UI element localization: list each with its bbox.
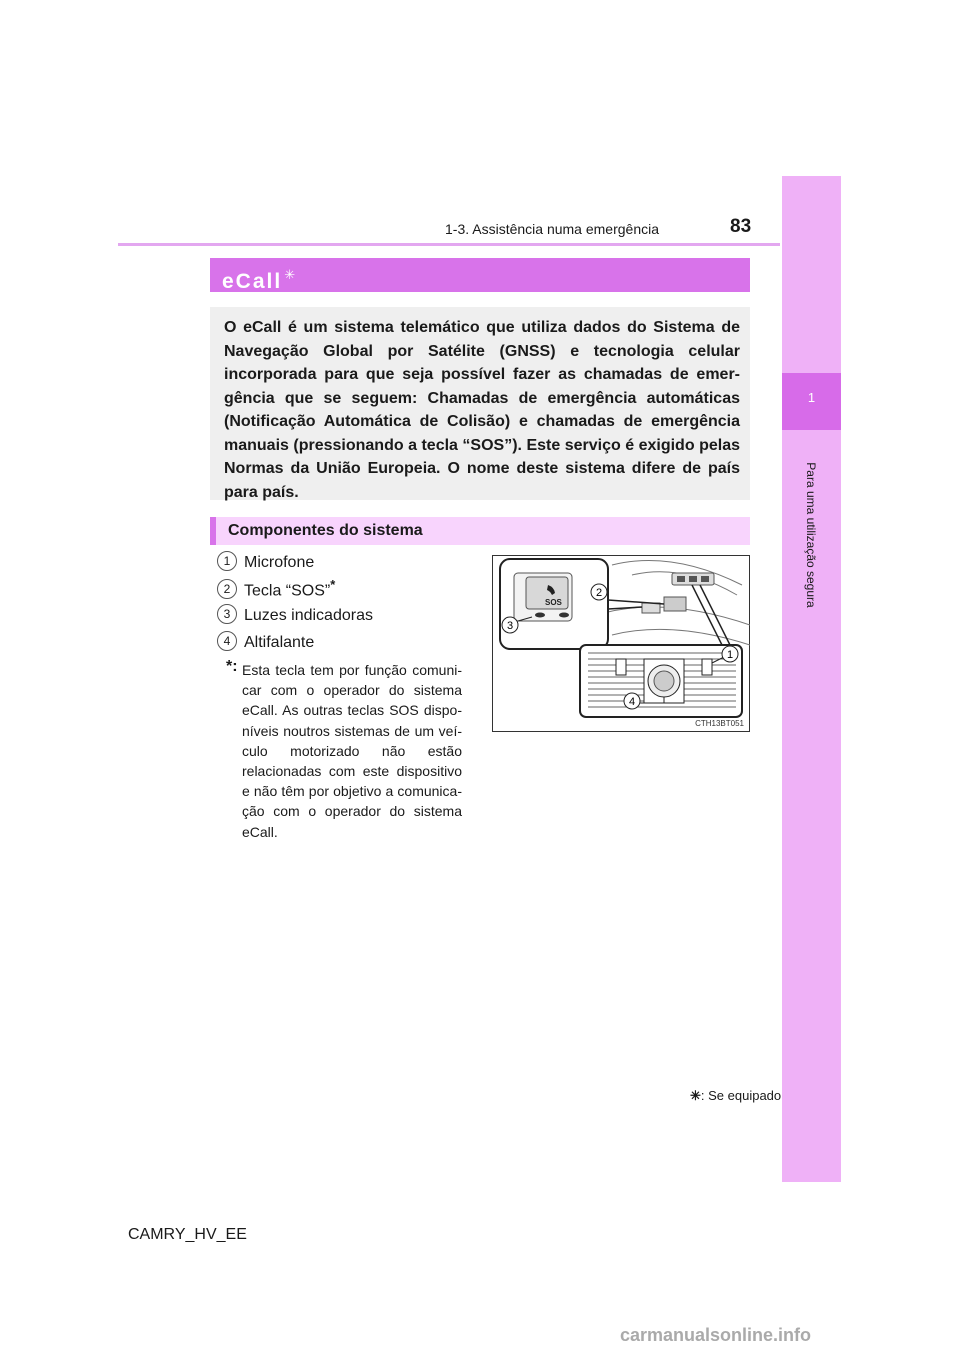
equipped-note: [690, 1088, 781, 1104]
item-label: Tecla “SOS”: [244, 582, 331, 600]
item-label: Altifalante: [244, 634, 315, 651]
figure-code: CTH13BT051: [695, 719, 744, 728]
optional-equipment-mark: ✳: [284, 267, 298, 282]
item-number: 1: [217, 551, 237, 571]
equipped-text: : Se equipado: [700, 1088, 782, 1103]
callout-3: 3: [506, 620, 514, 632]
watermark: carmanualsonline.info: [620, 1325, 812, 1345]
sos-button-label: SOS: [545, 598, 562, 607]
intro-text: O eCall é um sistema telemático que utiliza dados do Sistema de Navegação Global por Satélite (GNSS) e tecnologia celular incorporada para que seja possível fazer as chamadas de emer-gência que se seguem: Chamadas de emergência automáticas (Notificação Automática de Colisão) e chamadas de emergência manuais (pressionando a tecla “SOS”). Este serviço é exigido pelas Normas da União Europeia. O nome deste sistema difere de país para país.: [224, 319, 740, 501]
document-id: CAMRY_HV_EE: [128, 1226, 247, 1243]
chapter-header: 1-3. Assistência numa emergência: [445, 221, 659, 237]
callout-2: 2: [595, 587, 603, 599]
footnote-text: Esta tecla tem por função comuni-car com o operador do sistema eCall. As outras teclas SOS dispo-níveis noutros sistemas de um veí-culo motorizado não estão relacionadas com este dispositivo e não têm por objetivo a comunica-ção com o operador do sistema eCall.: [242, 662, 462, 840]
footnote-star: *:: [226, 658, 238, 675]
section-title-text: eCall: [222, 270, 283, 293]
callout-1: 1: [726, 649, 734, 661]
component-item-1: [217, 551, 314, 572]
item-label: Microfone: [244, 554, 315, 571]
component-item-2: [217, 577, 335, 600]
components-header: Componentes do sistema: [210, 517, 750, 545]
item-number: 3: [217, 604, 237, 624]
side-tab-number: 1: [807, 390, 816, 405]
intro-box: [210, 307, 750, 500]
equipped-mark: ✳: [690, 1088, 701, 1103]
ecall-components-figure: [492, 555, 750, 732]
item-number: 4: [217, 631, 237, 651]
component-item-3: [217, 604, 373, 625]
header-rule: [118, 243, 780, 246]
component-item-4: [217, 631, 314, 652]
section-title: [210, 258, 750, 292]
item-number: 2: [217, 579, 237, 599]
side-tab: [782, 176, 841, 1182]
item-label: Luzes indicadoras: [244, 607, 373, 624]
side-tab-label: Para uma utilização segura: [804, 462, 818, 608]
footnote-mark: *: [330, 577, 336, 592]
callout-4: 4: [628, 696, 636, 708]
page-number: 83: [730, 216, 752, 237]
